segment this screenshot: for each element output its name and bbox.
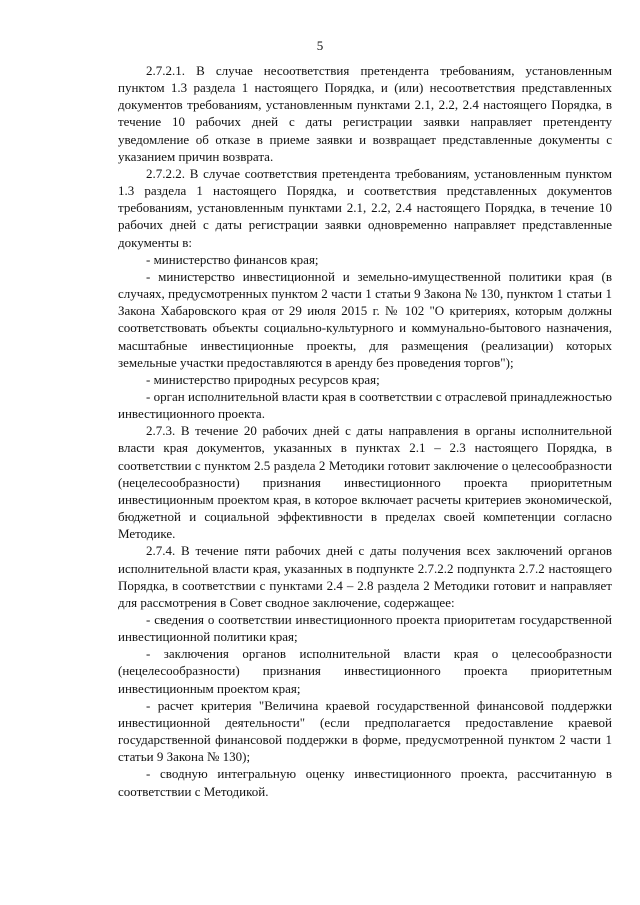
page-number: 5 <box>316 38 324 53</box>
list-item-integral-assessment: - сводную интегральную оценку инвестиционного проекта, рассчитанную в соответствии с Методикой. <box>118 766 612 799</box>
list-item-natural-resources-ministry: - министерство природных ресурсов края; <box>146 371 380 387</box>
list-item-authority-conclusions: - заключения органов исполнительной власти края о целесообразности (нецелесообразности) признания инвестиционного проекта приоритетным инвестиционным проектом края; <box>118 646 612 696</box>
list-item-sector-authority: - орган исполнительной власти края в соответствии с отраслевой принадлежностью инвестиционного проекта. <box>118 388 612 422</box>
paragraph-2-7-2-1: 2.7.2.1. В случае несоответствия претендента требованиям, установленным пунктом 1.3 раздела 1 настоящего Порядка, и (или) несоответствия представленных документов требованиям, установленным пунктами 2.1, 2.2, 2.4 настоящего Порядка, в течение 10 рабочих дней с даты регистрации заявки направляет претенденту уведомление об отказе в приеме заявки и возвращает представленные документы с указанием причин возврата. <box>118 63 612 164</box>
list-item-support-criterion: - расчет критерия "Величина краевой государственной финансовой поддержки инвестиционной деятельности" (если предполагается предоставление краевой государственной финансовой поддержки в форме, предусмотренной пунктом 2 части 1 статьи 9 Закона № 130); <box>118 697 612 765</box>
list-item-investment-ministry: - министерство инвестиционной и земельно-имущественной политики края (в случаях, предусмотренных пунктом 2 части 1 статьи 9 Закона № 130, пунктом 1 статьи 1 Закона Хабаровского края от 29 июля 2015 г. № 102 "О критериях, которым должны соответствовать объекты социально-культурного и коммунально-бытового назначения, масштабные инвестиционные проекты, для размещения (реализации) которых земельные участки предоставляются в аренду без проведения торгов"); <box>118 268 612 370</box>
document-body <box>118 62 612 800</box>
list-item-finance-ministry: - министерство финансов края; <box>146 251 319 267</box>
paragraph-2-7-2-2: 2.7.2.2. В случае соответствия претендента требованиям, установленным пунктом 1.3 раздела 1 настоящего Порядка, и соответствия представленных документов требованиям, установленным пунктами 2.1, 2.2, 2.4 настоящего Порядка, в течение 10 рабочих дней с даты регистрации заявки одновременно направляет представленные документы в: <box>118 165 612 250</box>
paragraph-2-7-4: 2.7.4. В течение пяти рабочих дней с даты получения всех заключений органов исполнительной власти края, указанных в подпункте 2.7.2.2 подпункта 2.7.2 настоящего Порядка, в соответствии с пунктами 2.4 – 2.8 раздела 2 Методики готовит и направляет для рассмотрения в Совет сводное заключение, содержащее: <box>118 543 612 610</box>
paragraph-2-7-3: 2.7.3. В течение 20 рабочих дней с даты направления в органы исполнительной власти края документов, указанных в пунктах 2.1 – 2.3 настоящего Порядка, в соответствии с пунктом 2.5 раздела 2 Методики готовит заключение о целесообразности (нецелесообразности) признания инвестиционного проекта приоритетным инвестиционным проектом края, в которое включает расчеты критериев экономической, бюджетной и социальной эффективности в пределах своей компетенции согласно Методике. <box>118 423 612 542</box>
list-item-priorities-info: - сведения о соответствии инвестиционного проекта приоритетам государственной инвестиционной политики края; <box>118 612 612 645</box>
